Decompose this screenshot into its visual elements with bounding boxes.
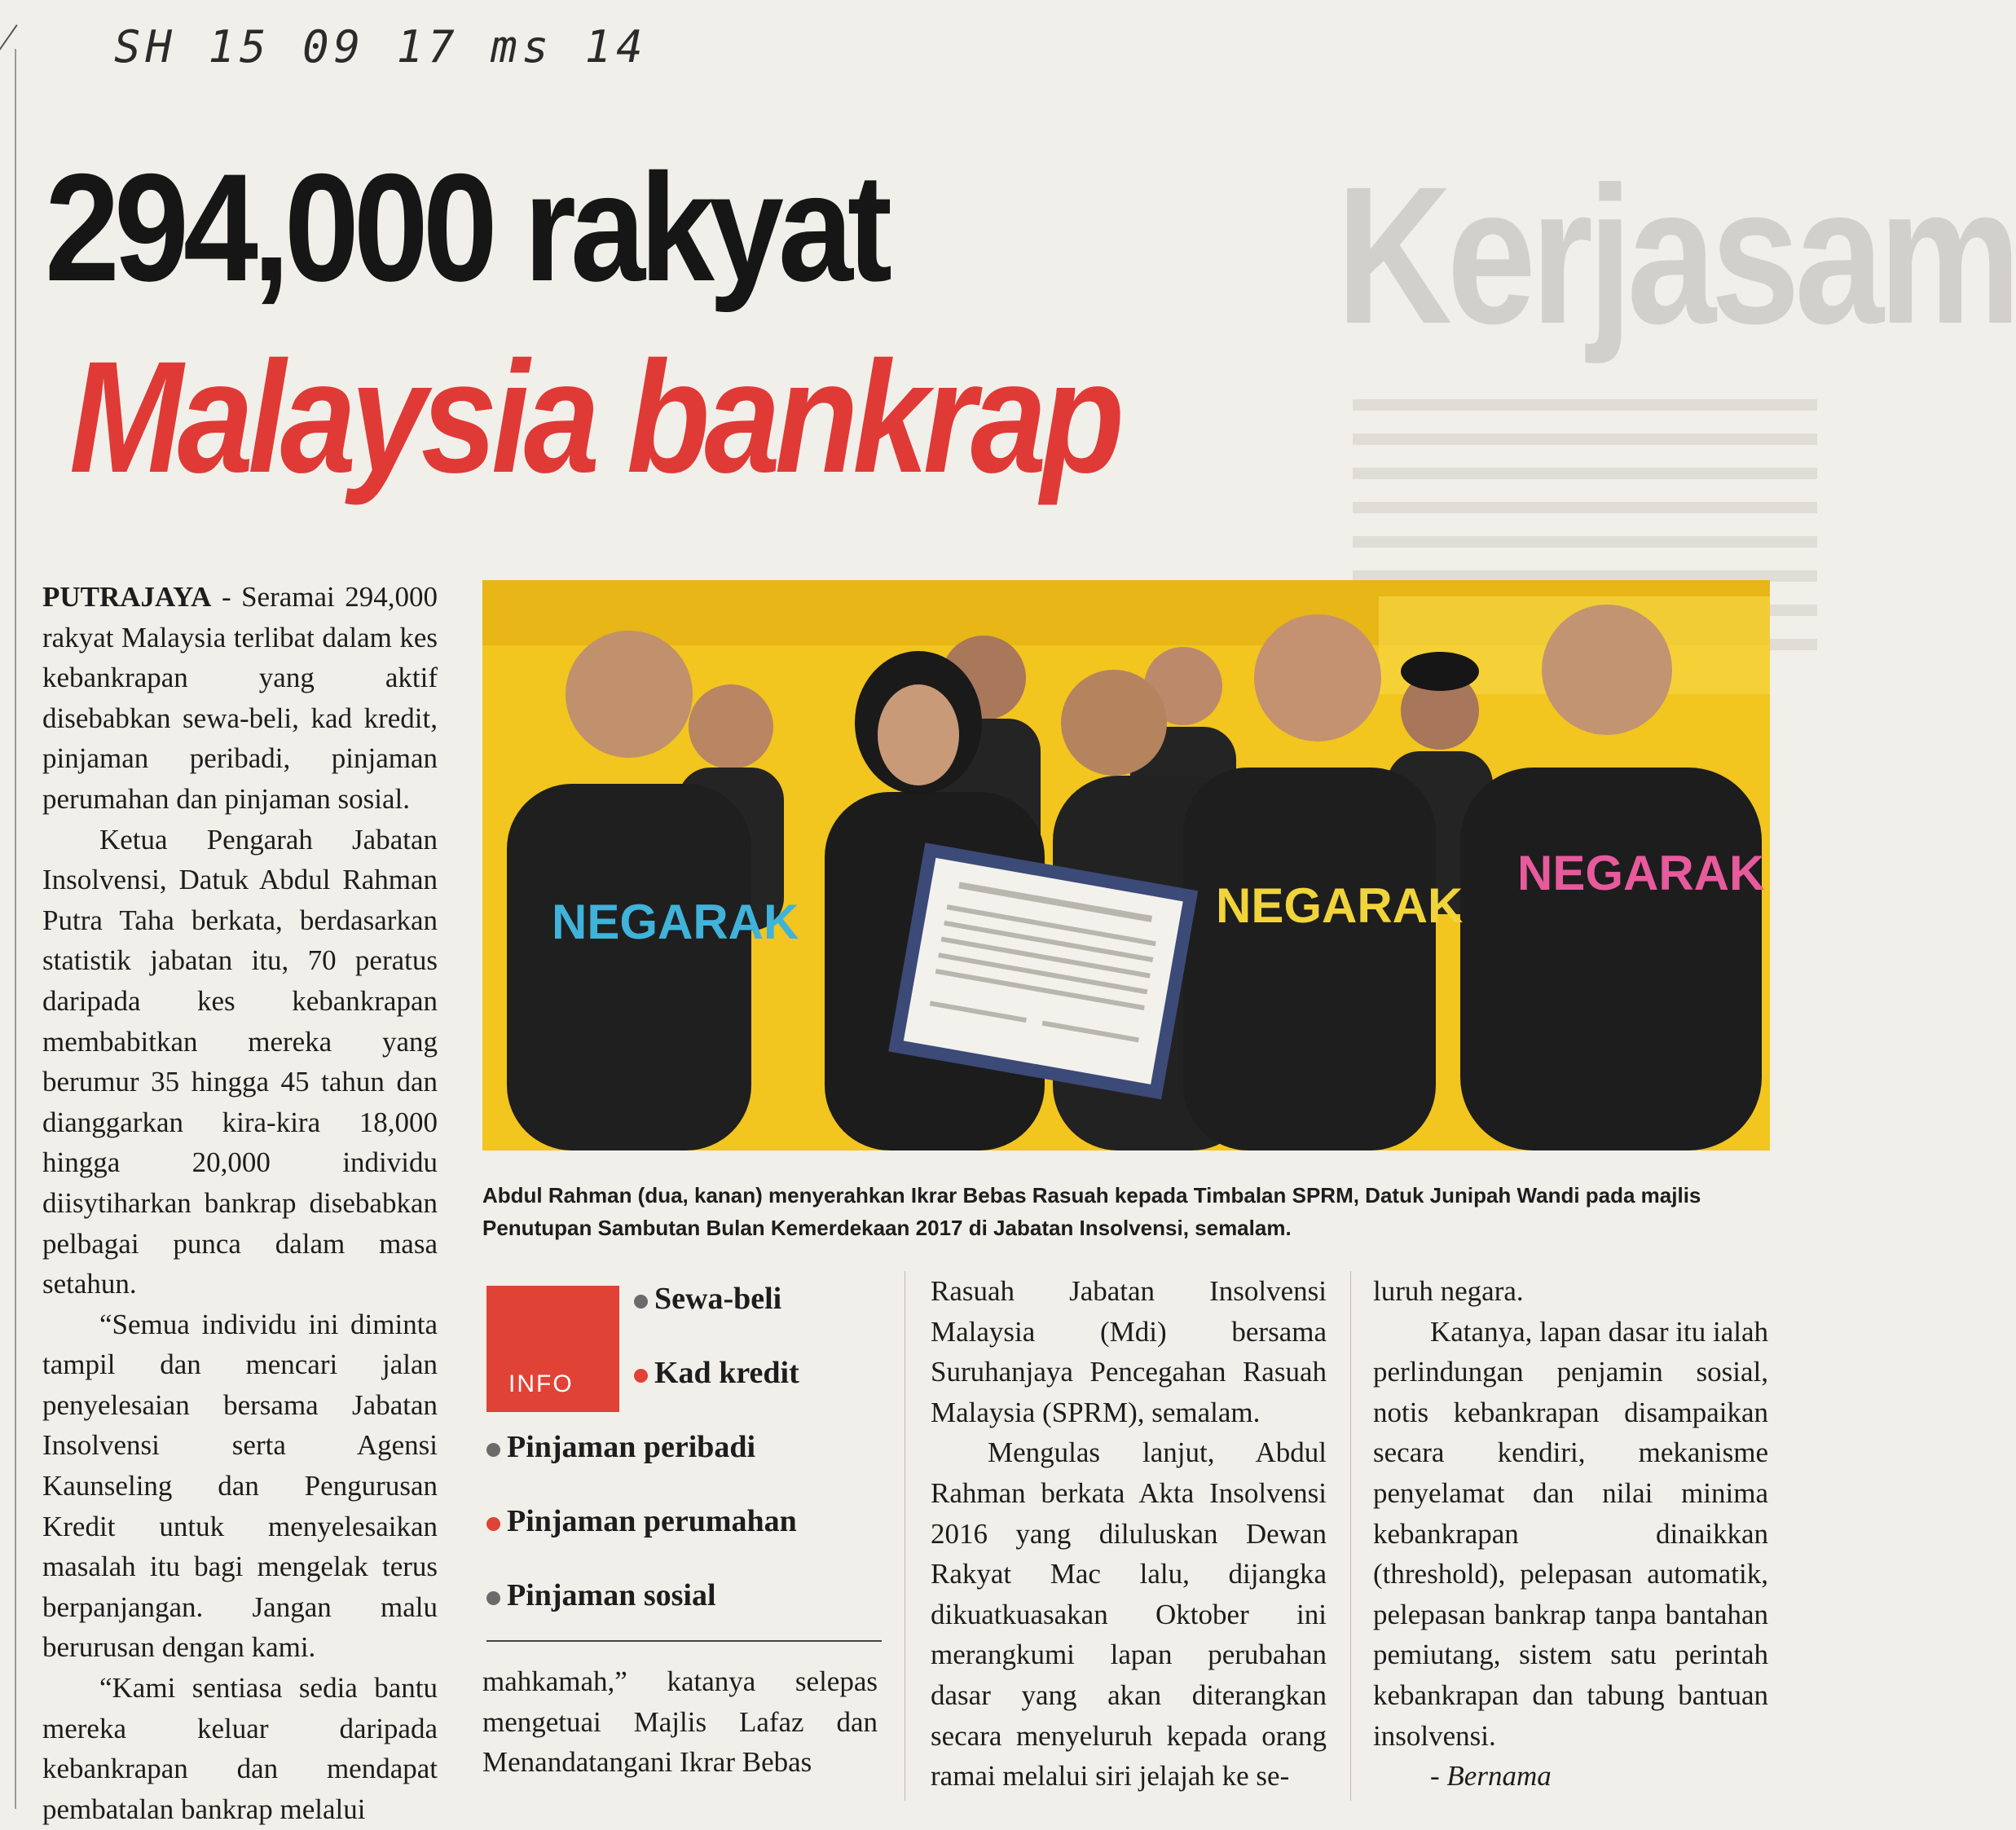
byline: - Bernama xyxy=(1430,1760,1552,1793)
paragraph: luruh negara. xyxy=(1373,1275,1524,1307)
page-edge-rule xyxy=(15,49,16,1809)
margin-note: SH 15 09 17 ms 14 xyxy=(114,21,648,73)
info-label: INFO xyxy=(508,1370,574,1397)
bleed-through-headline: Kerjasam xyxy=(1336,146,2016,364)
paragraph: Rasuah Jabatan Insolvensi Malaysia (Mdi) bersama Suruhanjaya Pencegahan Rasuah Malaysia (SPRM), semalam. xyxy=(931,1275,1327,1428)
lead-paragraph: PUTRAJAYA - Seramai 294,000 rakyat Malaysia terlibat dalam kes kebankrapan yang aktif disebabkan sewa-beli, kad kredit, pinjaman peribadi, pinjaman perumahan dan pinjaman sosial. xyxy=(42,581,438,815)
shirt-print-1: NEGARAK xyxy=(552,895,799,949)
bullet-icon xyxy=(486,1443,500,1457)
article-column-2 xyxy=(482,1661,878,1783)
article-column-3 xyxy=(931,1271,1327,1797)
info-item: Sewa-beli xyxy=(634,1281,781,1317)
paragraph: Mengulas lanjut, Abdul Rahman berkata Akta Insolvensi 2016 yang diluluskan Dewan Rakyat Mac lalu, dijangka dikuatkuasakan Oktober ini merangkumi lapan perubahan dasar yang akan diterangkan secara menyeluruh kepada orang ramai melalui siri jelajah ke se- xyxy=(931,1436,1327,1793)
shirt-print-3: NEGARAK xyxy=(1216,878,1464,933)
news-photo xyxy=(482,580,1770,1150)
bullet-icon xyxy=(634,1295,648,1309)
headline-line-1: 294,000 rakyat xyxy=(45,142,887,313)
article-column-1 xyxy=(42,577,438,1829)
byline-paragraph xyxy=(1373,1756,1768,1797)
bullet-icon xyxy=(486,1517,500,1531)
bullet-icon xyxy=(486,1591,500,1605)
paragraph: mahkamah,” katanya selepas mengetuai Majlis Lafaz dan Menandatangani Ikrar Bebas xyxy=(482,1665,878,1779)
paragraph: Ketua Pengarah Jabatan Insolvensi, Datuk Abdul Rahman Putra Taha berkata, berdasarkan statistik jabatan itu, 70 peratus daripada kes kebankrapan membabitkan mereka yang berumur 35 hingga 45 tahun dan dianggarkan kira-kira 18,000 hingga 20,000 individu diisytiharkan bankrap disebabkan pelbagai punca dalam masa setahun. xyxy=(42,823,438,1300)
info-item: Pinjaman sosial xyxy=(486,1577,716,1613)
headline-line-2: Malaysia bankrap xyxy=(69,328,1120,506)
photo-caption: Abdul Rahman (dua, kanan) menyerahkan Ikrar Bebas Rasuah kepada Timbalan SPRM, Datuk Junipah Wandi pada majlis Penutupan Sambutan Bulan Kemerdekaan 2017 di Jabatan Insolvensi, semalam. xyxy=(482,1183,1701,1240)
article-column-4 xyxy=(1373,1271,1768,1797)
info-item: Pinjaman peribadi xyxy=(486,1429,755,1465)
bullet-icon xyxy=(634,1369,648,1383)
info-item: Pinjaman perumahan xyxy=(486,1503,797,1539)
paragraph: “Semua individu ini diminta tampil dan mencari jalan penyelesaian bersama Jabatan Insolvensi serta Agensi Kaunseling dan Pengurusan Kredit untuk menyelesaikan masalah itu bagi mengelak terus berpanjangan. Jangan malu berurusan dengan kami. xyxy=(42,1308,438,1664)
column-divider xyxy=(1350,1271,1351,1801)
photo-illustration xyxy=(482,580,1770,1150)
dateline: PUTRAJAYA xyxy=(42,581,212,613)
paragraph: “Kami sentiasa sedia bantu mereka keluar daripada kebankrapan dan mendapat pembatalan bankrap melalui xyxy=(42,1672,438,1825)
info-item: Kad kredit xyxy=(634,1355,799,1391)
info-divider xyxy=(486,1640,882,1642)
shirt-print-2: NEGARAK xyxy=(1517,846,1765,900)
paragraph: Katanya, lapan dasar itu ialah perlindungan penjamin sosial, notis kebankrapan disampaikan secara kendiri, mekanisme penyelamat dan nilai minima kebankrapan dinaikkan (threshold), pelepasan automatik, pelepasan bankrap tanpa bantahan pemiutang, sistem satu perintah kebankrapan dan tabung bantuan insolvensi. xyxy=(1373,1315,1768,1752)
